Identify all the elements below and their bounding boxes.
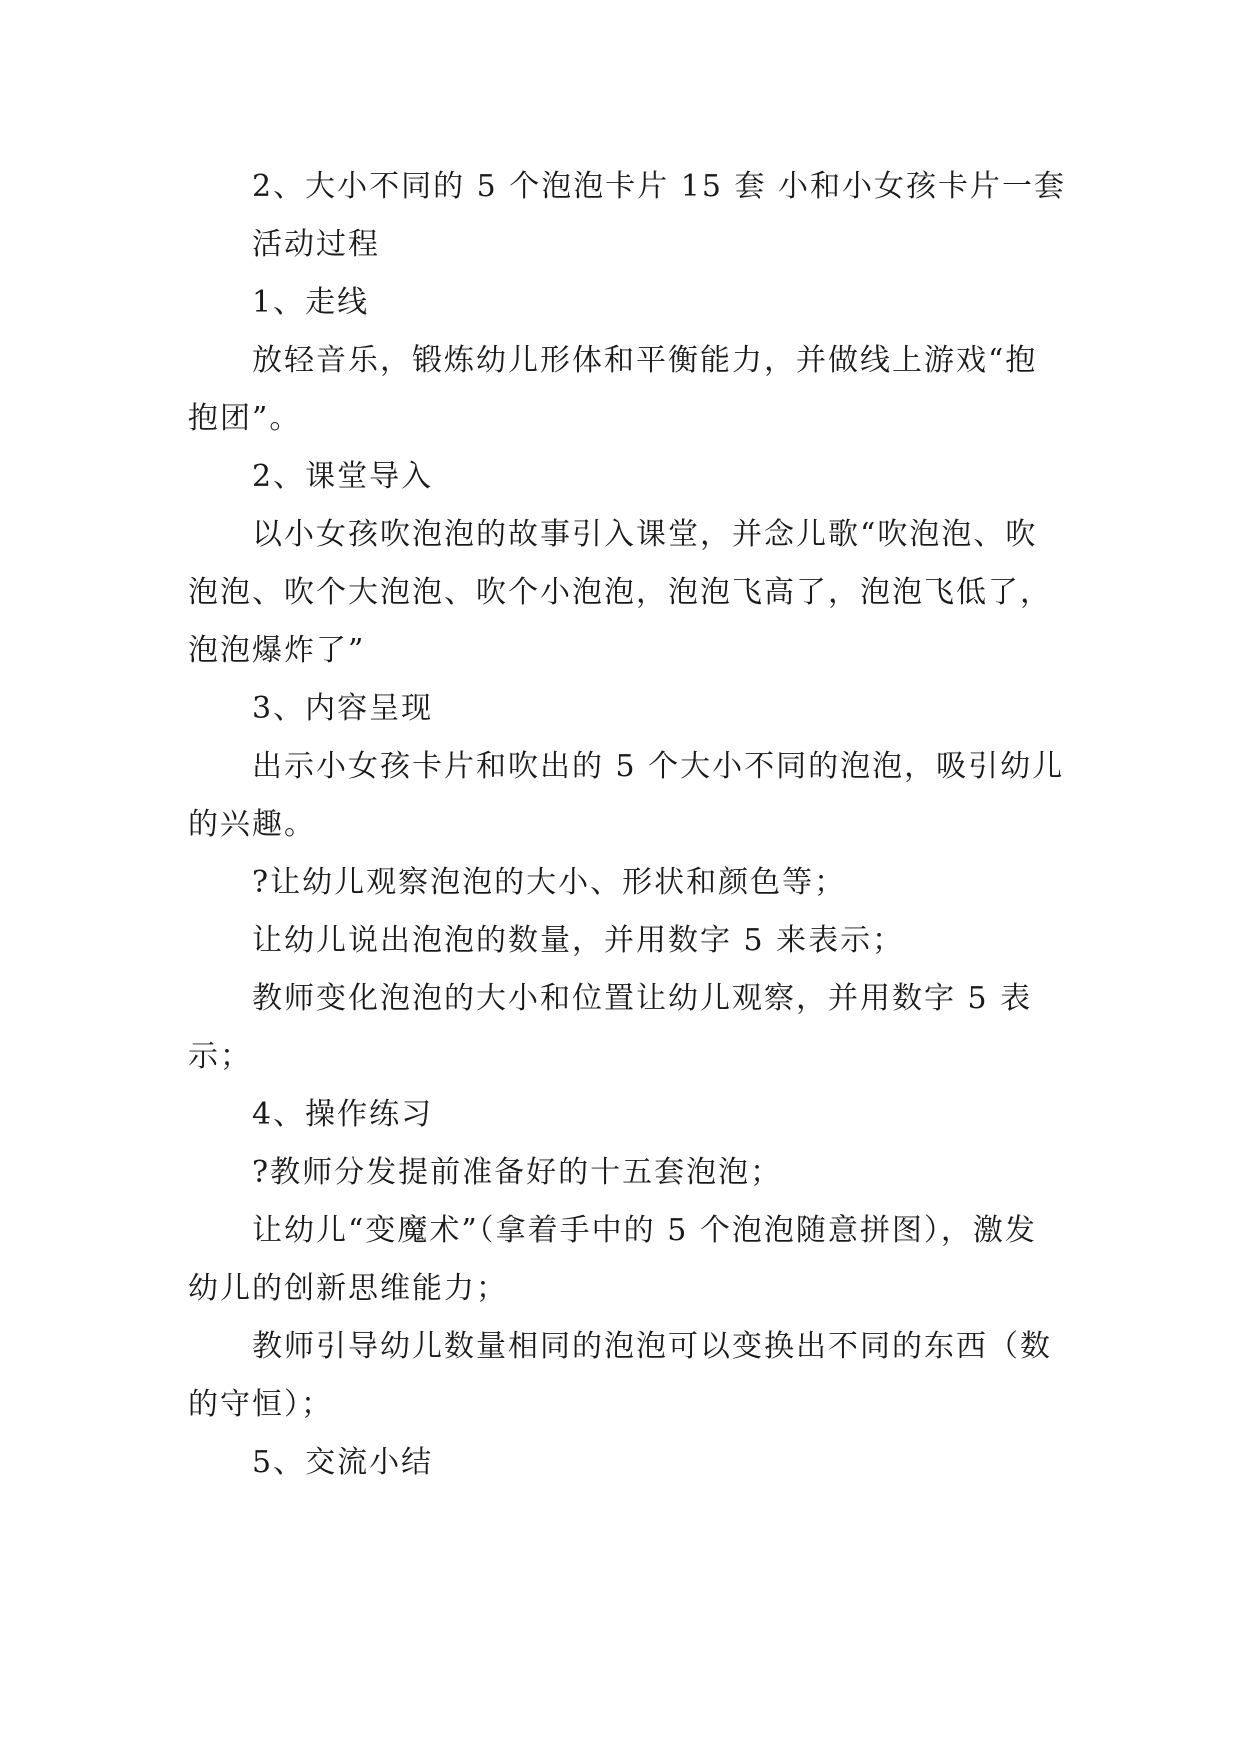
paragraph-step5-heading: 5、交流小结	[252, 1445, 434, 1480]
paragraph-step4-heading: 4、操作练习	[252, 1097, 434, 1132]
paragraph-activity-process-heading: 活动过程	[252, 227, 380, 262]
paragraph-step1-body: 放轻音乐，锻炼幼儿形体和平衡能力，并做线上游戏“抱抱团”。	[188, 343, 1038, 436]
document-body	[188, 158, 1068, 1492]
paragraph-step2-body: 以小女孩吹泡泡的故事引入课堂，并念儿歌“吹泡泡、吹泡泡、吹个大泡泡、吹个小泡泡，泡泡飞高了，泡泡飞低了，泡泡爆炸了”	[188, 517, 1052, 668]
paragraph-step3-body: 出示小女孩卡片和吹出的 5 个大小不同的泡泡，吸引幼儿的兴趣。	[188, 749, 1065, 842]
paragraph-step4-item3: 教师引导幼儿数量相同的泡泡可以变换出不同的东西（数的守恒）；	[188, 1329, 1052, 1422]
paragraph-step3-item2: 让幼儿说出泡泡的数量，并用数字 5 来表示；	[252, 923, 905, 958]
paragraph-step2-heading: 2、课堂导入	[252, 459, 434, 494]
paragraph-step4-item1: ?教师分发提前准备好的十五套泡泡；	[252, 1155, 783, 1190]
paragraph-step4-item2: 让幼儿“变魔术”（拿着手中的 5 个泡泡随意拼图），激发幼儿的创新思维能力；	[188, 1213, 1037, 1306]
paragraph-step1-heading: 1、走线	[252, 285, 370, 320]
paragraph-materials: 2、大小不同的 5 个泡泡卡片 15 套 小和小女孩卡片一套	[252, 169, 1067, 204]
paragraph-step3-item3: 教师变化泡泡的大小和位置让幼儿观察，并用数字 5 表示；	[188, 981, 1033, 1074]
paragraph-step3-heading: 3、内容呈现	[252, 691, 434, 726]
paragraph-step3-item1: ?让幼儿观察泡泡的大小、形状和颜色等；	[252, 865, 847, 900]
